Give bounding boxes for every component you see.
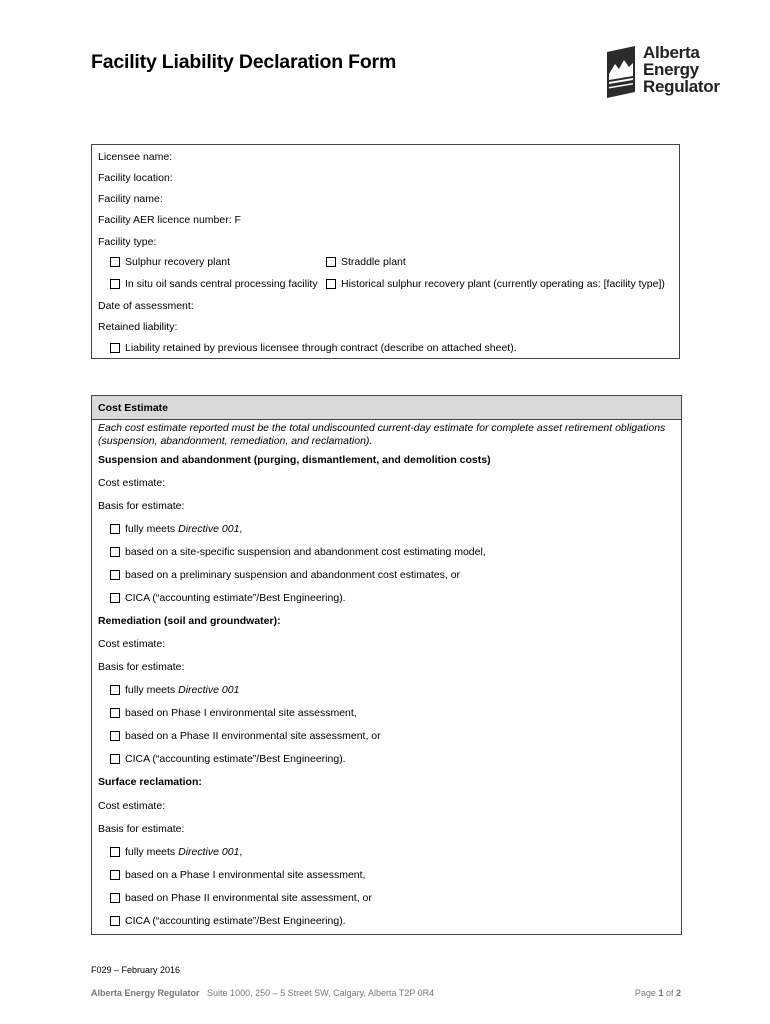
- type-straddle-plant-checkbox[interactable]: [326, 256, 406, 268]
- footer-address: [91, 988, 434, 998]
- checkbox-label: Historical sulphur recovery plant (currently operating as: [facility type]): [341, 278, 665, 290]
- logo-line-2: Energy: [643, 60, 699, 79]
- checkbox-label: based on a Phase II environmental site assessment, or: [125, 730, 381, 742]
- reclamation-heading: Surface reclamation:: [98, 776, 202, 788]
- checkbox-icon[interactable]: [110, 547, 120, 557]
- checkbox-label: CICA (“accounting estimate”/Best Engineering).: [125, 753, 346, 765]
- checkbox-icon[interactable]: [110, 870, 120, 880]
- date-of-assessment-field[interactable]: Date of assessment:: [98, 300, 194, 312]
- aer-logo: [603, 43, 733, 102]
- remediation-basis-label: Basis for estimate:: [98, 661, 185, 673]
- form-code: F029 – February 2016: [91, 965, 181, 975]
- logo-line-3: Regulator: [643, 77, 720, 96]
- checkbox-icon[interactable]: [110, 279, 120, 289]
- type-in-situ-checkbox[interactable]: [110, 278, 318, 290]
- checkbox-icon[interactable]: [110, 847, 120, 857]
- checkbox-label: Liability retained by previous licensee through contract (describe on attached sheet).: [125, 342, 517, 354]
- reclamation-basis-label: Basis for estimate:: [98, 823, 185, 835]
- checkbox-label: Sulphur recovery plant: [125, 256, 231, 268]
- checkbox-label: based on a Phase I environmental site assessment,: [125, 869, 366, 881]
- suspension-cica-checkbox[interactable]: [110, 592, 346, 604]
- checkbox-label: In situ oil sands central processing facility: [125, 278, 318, 290]
- facility-info-section: [91, 144, 680, 359]
- licensee-name-field[interactable]: Licensee name:: [98, 151, 173, 163]
- facility-name-field[interactable]: Facility name:: [98, 193, 163, 205]
- retained-liability-checkbox[interactable]: [110, 342, 517, 354]
- page-title: Facility Liability Declaration Form: [91, 51, 397, 73]
- licence-number-field[interactable]: Facility AER licence number: F: [98, 214, 241, 226]
- logo-line-1: Alberta: [643, 43, 700, 62]
- page-number: Page 1 of 2: [634, 988, 681, 998]
- checkbox-icon[interactable]: [110, 731, 120, 741]
- remediation-phase2-checkbox[interactable]: [110, 730, 381, 742]
- cost-estimate-section: [91, 395, 682, 935]
- checkbox-label: based on a preliminary suspension and abandonment cost estimates, or: [125, 569, 461, 581]
- checkbox-icon[interactable]: [110, 708, 120, 718]
- remediation-fully-meets-checkbox[interactable]: [110, 684, 239, 696]
- reclamation-cost-estimate-field[interactable]: Cost estimate:: [98, 800, 166, 812]
- cost-estimate-heading: Cost Estimate: [98, 402, 169, 414]
- remediation-cica-checkbox[interactable]: [110, 753, 346, 765]
- footer-org: Alberta Energy Regulator: [91, 988, 200, 998]
- reclamation-fully-meets-checkbox[interactable]: [110, 846, 242, 858]
- checkbox-label: fully meets Directive 001,: [125, 523, 243, 535]
- facility-location-field[interactable]: Facility location:: [98, 172, 173, 184]
- remediation-phase1-checkbox[interactable]: [110, 707, 357, 719]
- checkbox-icon[interactable]: [110, 593, 120, 603]
- cost-estimate-intro: Each cost estimate reported must be the total undiscounted current-day estimate for complete asset retirement obligations (suspension, abandonment, remediation, and reclamation).: [98, 422, 666, 447]
- checkbox-label: fully meets Directive 001,: [125, 846, 243, 858]
- checkbox-label: based on a site-specific suspension and abandonment cost estimating model,: [125, 546, 486, 558]
- aer-logo-icon: [603, 46, 639, 98]
- facility-type-label: Facility type:: [98, 236, 157, 248]
- suspension-fully-meets-checkbox[interactable]: [110, 523, 242, 535]
- checkbox-icon[interactable]: [110, 343, 120, 353]
- suspension-site-specific-checkbox[interactable]: [110, 546, 486, 558]
- checkbox-icon[interactable]: [326, 257, 336, 267]
- remediation-heading: Remediation (soil and groundwater):: [98, 615, 281, 627]
- retained-liability-label: Retained liability:: [98, 321, 178, 333]
- type-historical-sulphur-checkbox[interactable]: [326, 278, 665, 290]
- remediation-cost-estimate-field[interactable]: Cost estimate:: [98, 638, 166, 650]
- footer-address-text: Suite 1000, 250 – 5 Street SW, Calgary, Alberta T2P 0R4: [207, 988, 435, 998]
- cost-estimate-header: [92, 396, 681, 420]
- reclamation-cica-checkbox[interactable]: [110, 915, 346, 927]
- suspension-preliminary-checkbox[interactable]: [110, 569, 460, 581]
- checkbox-icon[interactable]: [110, 685, 120, 695]
- checkbox-icon[interactable]: [110, 916, 120, 926]
- checkbox-icon[interactable]: [110, 570, 120, 580]
- checkbox-label: CICA (“accounting estimate”/Best Engineering).: [125, 915, 346, 927]
- checkbox-label: Straddle plant: [341, 256, 406, 268]
- checkbox-label: fully meets Directive 001: [125, 684, 240, 696]
- suspension-basis-label: Basis for estimate:: [98, 500, 185, 512]
- checkbox-label: CICA (“accounting estimate”/Best Engineering).: [125, 592, 346, 604]
- reclamation-phase1-checkbox[interactable]: [110, 869, 365, 881]
- checkbox-icon[interactable]: [326, 279, 336, 289]
- checkbox-icon[interactable]: [110, 893, 120, 903]
- aer-logo-wordmark: [643, 44, 720, 95]
- type-sulphur-recovery-checkbox[interactable]: [110, 256, 230, 268]
- checkbox-icon[interactable]: [110, 257, 120, 267]
- checkbox-label: based on Phase I environmental site assessment,: [125, 707, 357, 719]
- checkbox-label: based on Phase II environmental site assessment, or: [125, 892, 372, 904]
- checkbox-icon[interactable]: [110, 754, 120, 764]
- checkbox-icon[interactable]: [110, 524, 120, 534]
- reclamation-phase2-checkbox[interactable]: [110, 892, 372, 904]
- suspension-heading: Suspension and abandonment (purging, dismantlement, and demolition costs): [98, 454, 491, 466]
- suspension-cost-estimate-field[interactable]: Cost estimate:: [98, 477, 166, 489]
